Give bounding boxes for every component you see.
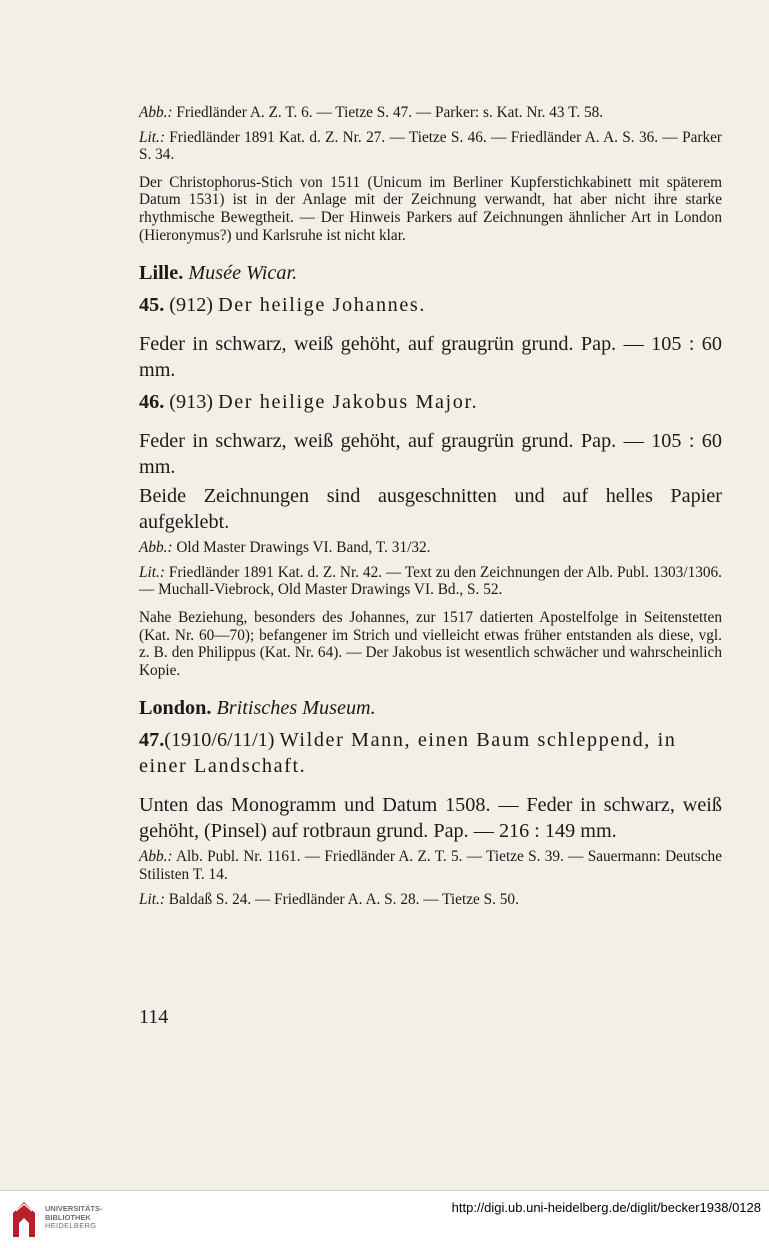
commentary-paragraph: Nahe Beziehung, besonders des Johannes, zur 1517 datierten Apostelfolge in Seitenstetten (Kat. Nr. 60—70); befangener im Strich und vielleicht etwas früher entstanden als diese, vgl. z. B. den Philippus (Kat. Nr. 64). — Der Jakobus ist wesentlich schwächer und wahrscheinlich Kopie.	[139, 608, 722, 679]
abb-text: Alb. Publ. Nr. 1161. — Friedländer A. Z. T. 5. — Tietze S. 39. — Sauermann: Deutsche Stilisten T. 14.	[139, 848, 722, 883]
lit-reference	[139, 564, 722, 599]
library-name-line: HEIDELBERG	[45, 1221, 97, 1230]
entry-description: Feder in schwarz, weiß gehöht, auf graugrün grund. Pap. — 105 : 60 mm.	[139, 333, 722, 381]
page-content	[139, 104, 722, 915]
entry-title: Wilder Mann, einen Baum schleppend, in einer Landschaft.	[139, 729, 677, 778]
source-url-link[interactable]: http://digi.ub.uni-heidelberg.de/diglit/becker1938/0128	[451, 1200, 761, 1215]
entry-number: 47.	[139, 729, 165, 752]
commentary-paragraph: Der Christophorus-Stich von 1511 (Unicum im Berliner Kupferstichkabinett mit späterem Datum 1531) ist in der Anlage mit der Zeichnung verwandt, hat aber nicht ihre starke rhythmische Bewegtheit. — Der Hinweis Parkers auf Zeichnungen ähnlicher Art in London (Hieronymus?) und Karlsruhe ist nicht klar.	[139, 173, 722, 244]
abb-label: Abb.:	[139, 104, 173, 121]
entry-description: Feder in schwarz, weiß gehöht, auf graugrün grund. Pap. — 105 : 60 mm.	[139, 430, 722, 478]
institution-name: Musée Wicar.	[188, 262, 298, 285]
lit-text: Friedländer 1891 Kat. d. Z. Nr. 42. — Text zu den Zeichnungen der Alb. Publ. 1303/1306. — Muchall-Viebrock, Old Master Drawings VI. Bd., S. 52.	[139, 563, 722, 599]
catalog-entry-47	[139, 727, 722, 779]
entry-description: Unten das Monogramm und Datum 1508. — Feder in schwarz, weiß gehöht, (Pinsel) auf rotbraun grund. Pap. — 216 : 149 mm.	[139, 794, 722, 842]
library-name	[45, 1205, 103, 1231]
abb-text: Friedländer A. Z. T. 6. — Tietze S. 47. — Parker: s. Kat. Nr. 43 T. 58.	[172, 104, 604, 121]
lit-reference	[139, 129, 722, 164]
lit-label: Lit.:	[139, 890, 165, 908]
lit-label: Lit.:	[139, 128, 165, 146]
entry-title: Der heilige Jakobus Major.	[218, 391, 479, 414]
lit-label: Lit.:	[139, 563, 165, 581]
abb-reference	[139, 104, 722, 122]
entry-number: 46.	[139, 391, 165, 414]
location-heading-london	[139, 695, 722, 721]
abb-label: Abb.:	[139, 848, 173, 866]
abb-text: Old Master Drawings VI. Band, T. 31/32.	[172, 539, 431, 557]
library-name-line: UNIVERSITÄTS-	[45, 1204, 103, 1213]
inventory-number: (1910/6/11/1)	[164, 729, 275, 752]
page-number: 114	[139, 1006, 169, 1028]
entry-note: Beide Zeichnungen sind ausgeschnitten und auf helles Papier aufgeklebt.	[139, 485, 722, 533]
viewer-footer	[0, 1190, 769, 1248]
location-heading-lille	[139, 260, 722, 286]
lit-text: Baldaß S. 24. — Friedländer A. A. S. 28. — Tietze S. 50.	[164, 890, 519, 908]
library-name-line: BIBLIOTHEK	[45, 1212, 91, 1222]
city-name: Lille.	[139, 262, 184, 285]
lit-reference	[139, 891, 722, 909]
inventory-number: (913)	[169, 391, 214, 414]
catalog-entry-46	[139, 389, 722, 415]
catalog-entry-45	[139, 292, 722, 318]
abb-reference	[139, 539, 722, 557]
inventory-number: (912)	[169, 294, 214, 317]
institution-name: Britisches Museum.	[216, 697, 376, 720]
abb-label: Abb.:	[139, 539, 173, 557]
entry-title: Der heilige Johannes.	[218, 294, 427, 317]
university-logo-icon	[10, 1199, 38, 1239]
city-name: London.	[139, 697, 212, 720]
abb-reference	[139, 848, 722, 883]
entry-number: 45.	[139, 294, 165, 317]
lit-text: Friedländer 1891 Kat. d. Z. Nr. 27. — Tietze S. 46. — Friedländer A. A. S. 36. — Parker S. 34.	[139, 128, 722, 164]
